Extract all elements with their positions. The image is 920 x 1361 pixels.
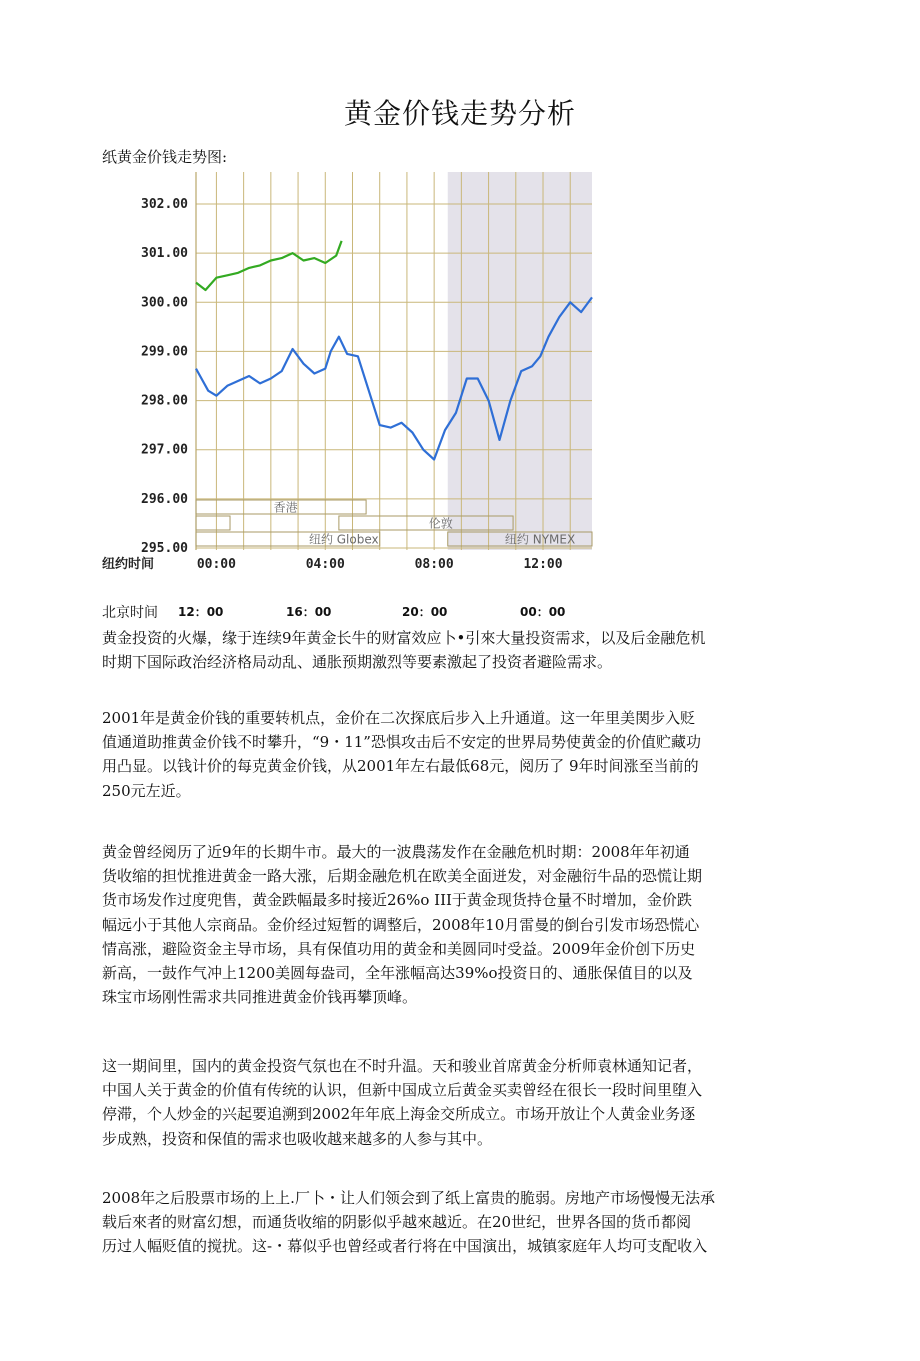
text-line: 货收缩的担忧推进黄金一路大涨，后期金融危机在欧美全面迸发，对金融衍牛品的恐慌让期 (102, 867, 703, 886)
beijing-tick: 20：00 (402, 605, 448, 619)
text-line: 2001年是黄金价钱的重要转机点，金价在二次探底后步入上升通道。这一年里美関步入贬 (102, 709, 696, 727)
text-line: 步成熟，投资和保值的需求也吸收越来越多的人参与其中。 (102, 1129, 493, 1148)
text-line: 新高，一鼓作气冲上1200美圆每盎司，全年涨幅高达39%o投资日的、通胀保值目的以及 (102, 964, 693, 983)
y-tick-label: 298.00 (141, 393, 188, 409)
beijing-tick: 00：00 (520, 605, 566, 619)
x-tick-label: 04:00 (305, 557, 345, 572)
x-tick-label: 00:00 (196, 557, 236, 572)
session-label: 纽约 Globex (308, 532, 379, 547)
paragraph-5 (102, 1186, 822, 1259)
y-tick-label: 302.00 (141, 197, 188, 212)
chart-caption: 纸黄金价钱走势图: (102, 148, 228, 166)
text-line: 中国人关于黄金的价值有传统的认识，但新中国成立后黄金买卖曾经在很长一段时间里堕入 (102, 1081, 703, 1100)
beijing-time-label: 北京时间 (102, 605, 158, 621)
paragraph-2 (102, 706, 822, 803)
y-tick-label: 301.00 (141, 246, 188, 262)
y-tick-label: 299.00 (141, 344, 188, 360)
text-line: 黄金曾经阅历了近9年的长期牛市。最大的一波農荡发作在金融危机时期：2008年年初通 (102, 843, 690, 861)
x-tick-label: 08:00 (414, 557, 454, 572)
text-line: 货市场发作过度兜售，黄金跌幅最多时接近26%o III于黄金现货持仓量不时增加，金价跌 (102, 891, 692, 910)
y-tick-label: 295.00 (141, 541, 188, 556)
text-line: 这一期间里，国内的黄金投资气氛也在不时升温。天和骏业首席黄金分析师袁林通知记者， (102, 1057, 703, 1075)
text-line: 250元左近。 (102, 781, 191, 800)
beijing-tick: 16：00 (286, 605, 332, 619)
y-tick-label: 296.00 (141, 491, 188, 507)
page-title: 黄金价钱走势分析 (343, 97, 576, 130)
beijing-time-axis (102, 602, 566, 622)
text-line: 值通道助推黄金价钱不时攀升，“9・11”恐惧攻击后不安定的世界局势使黄金的价值贮藏功 (102, 733, 701, 752)
text-line: 2008年之后股票市场的上上.厂卜・让人们领会到了纸上富贵的脆弱。房地产市场慢慢无法承 (102, 1189, 715, 1207)
gold-price-chart (100, 168, 596, 576)
x-axis-label: 纽约时间 (102, 557, 155, 572)
x-tick-label: 12:00 (523, 557, 563, 572)
y-tick-label: 300.00 (141, 295, 188, 311)
y-tick-label: 297.00 (141, 442, 188, 458)
text-line: 历过人幅贬值的搅扰。这-・幕似乎也曾经或者行将在中国演出，城镇家庭年人均可支配收入 (102, 1237, 708, 1256)
paragraph-4 (102, 1054, 822, 1151)
session-label: 纽约 NYMEX (504, 532, 576, 547)
text-line: 时期下国际政治经济格局动乱、通胀预期激烈等要素激起了投资者避险需求。 (102, 653, 613, 672)
text-line: 停滞，个人炒金的兴起要追溯到2002年年底上海金交所成立。市场开放让个人黄金业务逐 (102, 1105, 696, 1124)
text-line: 情高涨，避险资金主导市场，具有保值功用的黄金和美圆同吋受益。2009年金价创下历史 (102, 939, 696, 958)
text-line: 用凸显。以钱计价的每克黄金价钱，从2001年左右最低68元，阅历了 9年时间涨至当前的 (102, 757, 699, 776)
text-line: 珠宝市场刚性需求共同推进黄金价钱再攀顶峰。 (102, 988, 418, 1007)
text-line: 黄金投资的火爆，缘于连续9年黄金长牛的财富效应卜•引來大量投资需求，以及后金融危机 (102, 629, 706, 647)
text-line: 幅远小于其他人宗商品。金价经过短暂的调整后，2008年10月雷曼的倒台引发市场恐慌心 (102, 915, 700, 934)
session-label: 伦敦 (428, 516, 453, 531)
beijing-tick: 12：00 (178, 605, 224, 619)
text-line: 载后來者的财富幻想，而通货收缩的阴影似乎越來越近。在20世纪，世界各国的货币都阅 (102, 1213, 692, 1232)
paragraph-3 (102, 840, 822, 1009)
paragraph-1 (102, 626, 822, 674)
session-label: 香港 (273, 500, 298, 515)
